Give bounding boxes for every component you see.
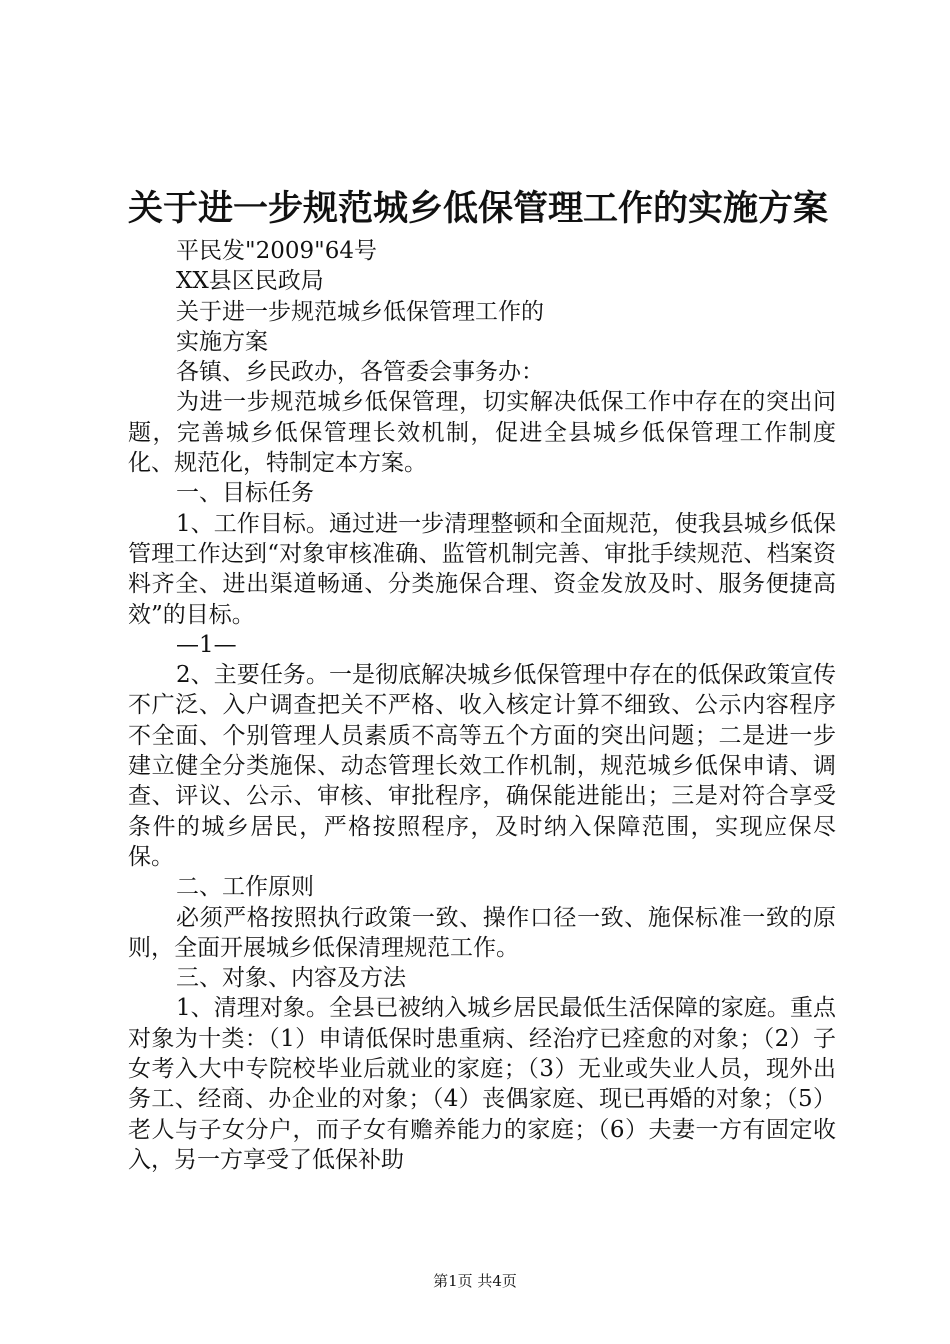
subtitle-line-1: 关于进一步规范城乡低保管理工作的 bbox=[176, 298, 544, 325]
page-footer: 第1页 共4页 bbox=[433, 1272, 517, 1290]
paragraph-principles: 必须严格按照执行政策一致、操作口径一致、施保标准一致的原则，全面开展城乡低保清理规范工作。 bbox=[128, 904, 836, 961]
document-body bbox=[128, 236, 836, 1175]
issuing-authority: XX县区民政局 bbox=[176, 268, 324, 295]
salutation: 各镇、乡民政办，各管委会事务办： bbox=[176, 359, 544, 386]
section-heading-2: 二、工作原则 bbox=[176, 874, 314, 901]
paragraph-main-tasks: 2、主要任务。一是彻底解决城乡低保管理中存在的低保政策宣传不广泛、入户调查把关不严格、收入核定计算不细致、公示内容程序不全面、个别管理人员素质不高等五个方面的突出问题；二是进一步建立健全分类施保、动态管理长效工作机制，规范城乡低保申请、调查、评议、公示、审核、审批程序，确保能进能出；三是对符合享受条件的城乡居民，严格按照程序，及时纳入保障范围，实现应保尽保。 bbox=[128, 662, 836, 870]
subtitle-line-2: 实施方案 bbox=[176, 328, 268, 355]
paragraph-work-goal: 1、工作目标。通过进一步清理整顿和全面规范，使我县城乡低保管理工作达到“对象审核准确、监管机制完善、审批手续规范、档案资料齐全、进出渠道畅通、分类施保合理、资金发放及时、服务便捷高效”的目标。 bbox=[128, 510, 836, 628]
document-title: 关于进一步规范城乡低保管理工作的实施方案 bbox=[128, 189, 829, 229]
section-heading-1: 一、目标任务 bbox=[176, 480, 314, 507]
section-heading-3: 三、对象、内容及方法 bbox=[176, 965, 406, 992]
intro-paragraph: 为进一步规范城乡低保管理，切实解决低保工作中存在的突出问题，完善城乡低保管理长效机制，促进全县城乡低保管理工作制度化、规范化，特制定本方案。 bbox=[128, 389, 836, 477]
paragraph-clean-targets: 1、清理对象。全县已被纳入城乡居民最低生活保障的家庭。重点对象为十类：（1）申请低保时患重病、经治疗已痊愈的对象；（2）子女考入大中专院校毕业后就业的家庭；（3）无业或失业人员，现外出务工、经商、办企业的对象；（4）丧偶家庭、现已再婚的对象；（5）老人与子女分户，而子女有赡养能力的家庭；（6）夫妻一方有固定收入，另一方享受了低保补助 bbox=[128, 995, 836, 1173]
inline-page-marker: —1— bbox=[176, 631, 237, 658]
document-number: 平民发"2009"64号 bbox=[176, 238, 377, 264]
